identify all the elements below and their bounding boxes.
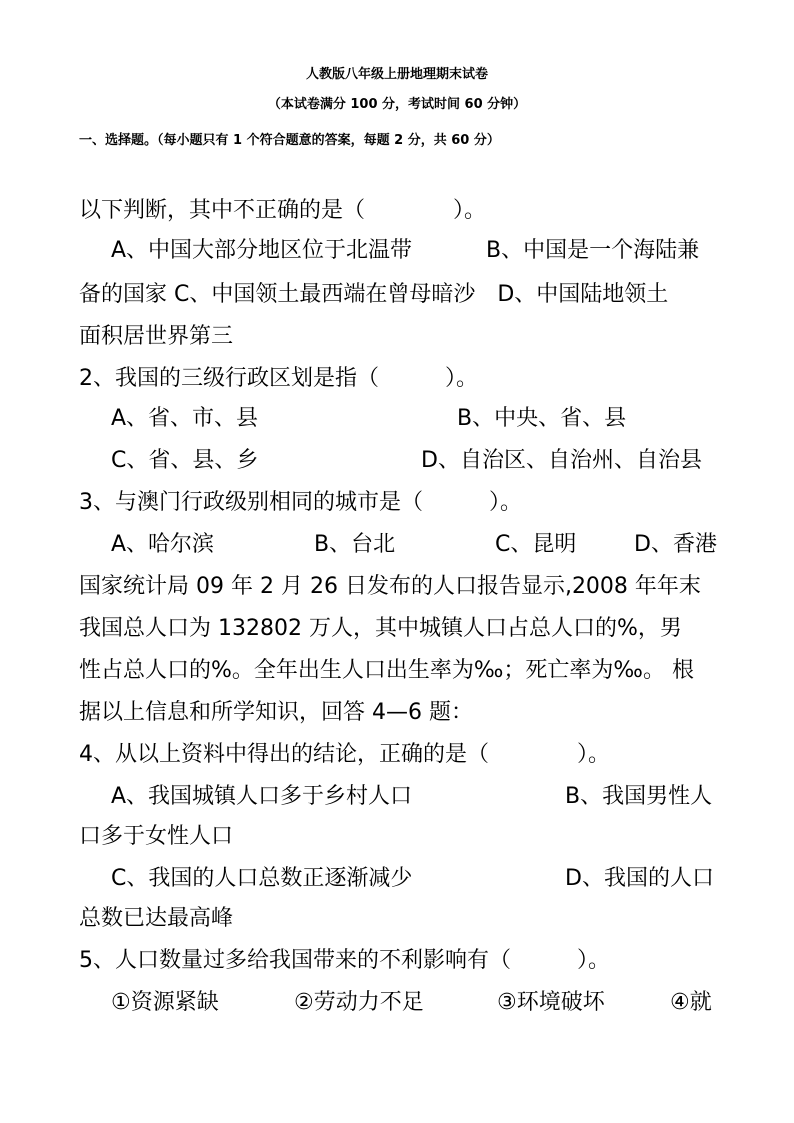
q2-option-a: A、省、市、县 (111, 406, 259, 431)
q3-option-d: D、香港 (634, 532, 717, 557)
q4-option-d-cont: 总数已达最高峰 (79, 906, 234, 931)
info-line-4: 据以上信息和所学知识，回答 4—6 题： (79, 700, 473, 725)
q5-item-4: ④就 (670, 990, 712, 1015)
q1-stem: 以下判断，其中不正确的是（ ）。 (79, 198, 487, 223)
q2-stem: 2、我国的三级行政区划是指（ ）。 (79, 366, 478, 391)
exam-subtitle: （本试卷满分 100 分，考试时间 60 分钟） (267, 97, 527, 112)
section-heading: 一、选择题。（每小题只有 1 个符合题意的答案，每题 2 分，共 60 分） (79, 133, 500, 148)
info-line-1: 国家统计局 09 年 2 月 26 日发布的人口报告显示,2008 年年末 (79, 574, 701, 599)
q2-option-c: C、省、县、乡 (111, 448, 259, 473)
info-line-3: 性占总人口的%。全年出生人口出生率为‰；死亡率为‰。 根 (79, 658, 694, 683)
q4-option-b: B、我国男性人 (565, 784, 713, 809)
q4-option-c: C、我国的人口总数正逐渐减少 (111, 866, 413, 891)
q4-option-b-cont: 口多于女性人口 (79, 824, 234, 849)
q3-option-c: C、昆明 (495, 532, 577, 557)
q3-option-b: B、台北 (314, 532, 396, 557)
q5-item-1: ①资源紧缺 (111, 990, 219, 1015)
q2-option-d: D、自治区、自治州、自治县 (421, 448, 702, 473)
q5-stem: 5、人口数量过多给我国带来的不利影响有（ ）。 (79, 948, 610, 973)
q1-option-d-cont: 面积居世界第三 (79, 324, 234, 349)
q4-option-d: D、我国的人口 (565, 866, 714, 891)
q5-item-3: ③环境破坏 (497, 990, 605, 1015)
q4-stem: 4、从以上资料中得出的结论，正确的是（ ）。 (79, 742, 610, 767)
info-line-2: 我国总人口为 132802 万人，其中城镇人口占总人口的%，男 (79, 616, 682, 641)
q1-option-b: B、中国是一个海陆兼 (486, 238, 700, 263)
exam-title: 人教版八年级上册地理期末试卷 (305, 67, 488, 82)
q1-option-a: A、中国大部分地区位于北温带 (111, 238, 413, 263)
q4-option-a: A、我国城镇人口多于乡村人口 (111, 784, 413, 809)
q1-options-line: 备的国家 C、中国领土最西端在曾母暗沙 D、中国陆地领土 (79, 282, 669, 307)
q5-item-2: ②劳动力不足 (294, 990, 424, 1015)
q3-stem: 3、与澳门行政级别相同的城市是（ ）。 (79, 490, 522, 515)
q3-option-a: A、哈尔滨 (111, 532, 215, 557)
q2-option-b: B、中央、省、县 (457, 406, 627, 431)
